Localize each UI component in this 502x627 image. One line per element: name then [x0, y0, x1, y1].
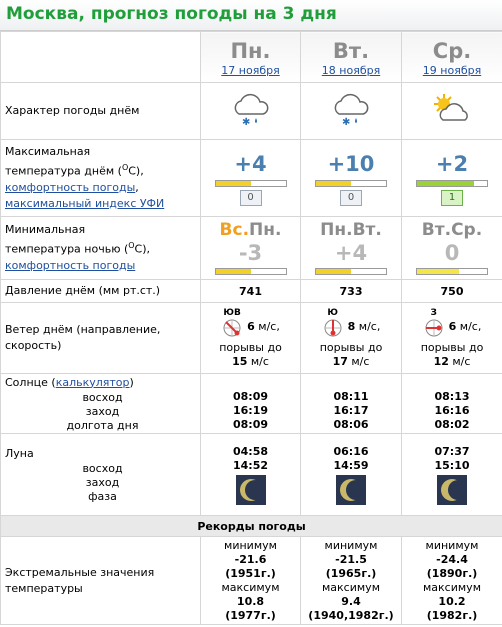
- min-comfort-bar-fill: [216, 269, 251, 274]
- night-range: Пн.Вт.: [320, 219, 382, 240]
- uv-index-badge: 0: [240, 190, 262, 206]
- sun-calculator-link[interactable]: калькулятор: [55, 375, 130, 389]
- pressure-value: 741: [201, 280, 301, 303]
- wind-direction: ЮВ: [223, 307, 241, 318]
- sun-cell-3: 08:13 16:16 08:02: [402, 374, 502, 434]
- min-temp-cell-1: [201, 217, 301, 280]
- wind-cell-2: Ю 8 м/с, порывы до 17 м/с: [301, 303, 402, 374]
- max-temp-cell-3: [402, 140, 502, 217]
- weather-cell-2: [301, 83, 402, 140]
- svg-text:✱: ✱: [342, 116, 351, 128]
- min-temp-label: Минимальная температура ночью ($^O$C), комфортность погоды: [1, 217, 201, 280]
- wind-direction: Ю: [327, 307, 338, 318]
- sun-cell-1: 08:09 16:19 08:09: [201, 374, 301, 434]
- day-header-2: [301, 32, 402, 83]
- moon-cell-1: 04:58 14:52: [201, 434, 301, 516]
- min-temp-value: 0: [444, 240, 460, 265]
- cloud-snow-rain-icon: [329, 90, 373, 130]
- night-range: Вт.Ср.: [421, 219, 483, 240]
- wind-compass-icon: [323, 318, 343, 338]
- moon-cell-3: 07:37 15:10: [402, 434, 502, 516]
- forecast-table: [0, 31, 502, 625]
- page-title: Москва, прогноз погоды на 3 дня: [0, 0, 502, 31]
- moon-cell-2: 06:16 14:59: [301, 434, 402, 516]
- wind-cell-3: З 6 м/с, порывы до 12 м/с: [402, 303, 502, 374]
- wind-label: Ветер днём (направление, скорость): [1, 303, 201, 374]
- uv-index-badge: 1: [441, 190, 463, 206]
- records-header: Рекорды погоды: [1, 516, 502, 537]
- record-cell-2: минимум -21.5 (1965г.) максимум 9.4 (1940,1982г.): [301, 537, 402, 625]
- comfort-bar-fill: [216, 181, 251, 186]
- comfort-link[interactable]: комфортность погоды: [5, 180, 136, 194]
- wind-compass-icon: [424, 318, 444, 338]
- min-comfort-bar-fill: [316, 269, 351, 274]
- min-temp-cell-2: [301, 217, 402, 280]
- pressure-value: 733: [301, 280, 402, 303]
- weather-label: Характер погоды днём: [1, 83, 201, 140]
- day-header-3: [402, 32, 502, 83]
- wind-compass-icon: [222, 318, 242, 338]
- pressure-value: 750: [402, 280, 502, 303]
- sun-cloud-icon: [430, 90, 474, 130]
- moon-label: Луна восход заход фаза: [1, 434, 201, 516]
- max-temp-cell-2: [301, 140, 402, 217]
- pressure-label: Давление днём (мм рт.ст.): [1, 280, 201, 303]
- min-temp-value: +4: [334, 240, 368, 265]
- max-temp-value: +2: [435, 151, 469, 176]
- day-name: Ср.: [432, 38, 472, 63]
- moon-phase-icon: [236, 475, 266, 505]
- day-name: Пн.: [230, 38, 271, 63]
- sun-cell-2: 08:11 16:17 08:06: [301, 374, 402, 434]
- min-temp-cell-3: [402, 217, 502, 280]
- svg-text:✱: ✱: [241, 116, 250, 128]
- night-range: Вс.Пн.: [219, 219, 282, 240]
- max-temp-value: +10: [327, 151, 375, 176]
- record-cell-3: минимум -24.4 (1890г.) максимум 10.2 (1982г.): [402, 537, 502, 625]
- max-temp-cell-1: [201, 140, 301, 217]
- day-name: Вт.: [332, 38, 370, 63]
- comfort-bar-fill: [316, 181, 351, 186]
- day-header-1: [201, 32, 301, 83]
- wind-cell-1: ЮВ 6 м/с, порывы до 15 м/с: [201, 303, 301, 374]
- min-comfort-bar: [315, 268, 387, 275]
- min-comfort-bar: [416, 268, 488, 275]
- wind-direction: З: [430, 307, 437, 318]
- min-temp-value: -3: [238, 240, 263, 265]
- sun-label: Солнце (калькулятор) восход заход долгота дня: [1, 374, 201, 434]
- comfort-bar: [416, 180, 488, 187]
- max-temp-label: Максимальная температура днём ($^O$C), комфортность погоды, максимальный индекс УФИ: [1, 140, 201, 217]
- min-comfort-bar: [215, 268, 287, 275]
- comfort-bar-fill: [417, 181, 474, 186]
- uv-index-link[interactable]: максимальный индекс УФИ: [5, 196, 165, 210]
- weather-cell-1: [201, 83, 301, 140]
- comfort-bar: [215, 180, 287, 187]
- comfort-bar: [315, 180, 387, 187]
- header-empty-cell: [1, 32, 201, 83]
- min-comfort-bar-fill: [417, 269, 459, 274]
- uv-index-badge: 0: [340, 190, 362, 206]
- comfort-link[interactable]: комфортность погоды: [5, 258, 136, 272]
- day-date-link[interactable]: 18 ноября: [321, 63, 381, 77]
- extreme-temp-label: Экстремальные значения температуры: [1, 537, 201, 625]
- cloud-snow-rain-icon: [229, 90, 273, 130]
- day-date-link[interactable]: 19 ноября: [422, 63, 482, 77]
- moon-phase-icon: [437, 475, 467, 505]
- record-cell-1: минимум -21.6 (1951г.) максимум 10.8 (1977г.): [201, 537, 301, 625]
- max-temp-value: +4: [234, 151, 267, 176]
- moon-phase-icon: [336, 475, 366, 505]
- day-date-link[interactable]: 17 ноября: [221, 63, 280, 77]
- weather-cell-3: [402, 83, 502, 140]
